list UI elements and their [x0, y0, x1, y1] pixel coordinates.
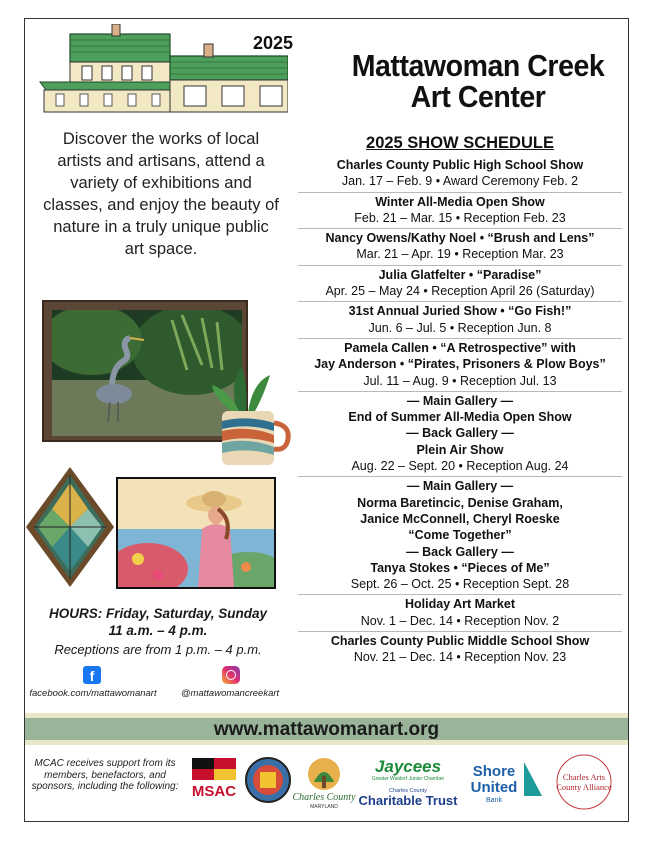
hours-days: HOURS: Friday, Saturday, Sunday	[48, 606, 268, 621]
united-logo-text: United	[470, 779, 518, 796]
schedule-item	[298, 477, 622, 595]
schedule-heading: 2025 SHOW SCHEDULE	[366, 134, 554, 152]
support-text: MCAC receives support from its members, benefactors, and sponsors, including the following:	[31, 758, 179, 792]
woman-painting-image	[116, 477, 276, 589]
schedule-item-title: — Back Gallery —	[406, 426, 514, 441]
header-year: 2025	[253, 33, 294, 53]
msac-logo-text: MSAC	[191, 783, 237, 800]
website-bar	[25, 713, 628, 745]
schedule-item	[298, 339, 622, 392]
schedule-item	[298, 632, 622, 668]
mug-with-plant-image	[208, 365, 292, 469]
stained-glass-image	[24, 465, 116, 589]
arts-alliance-logo-text-1: Charles Arts	[562, 772, 606, 782]
schedule-item-title: Norma Baretincic, Denise Graham,	[357, 495, 563, 510]
schedule-item-title: Charles County Public Middle School Show	[330, 634, 590, 649]
intro-text: Discover the works of local artists and artisans, attend a variety of exhibitions and classes, and enjoy the beauty of nature in a truly unique public art space.	[43, 130, 279, 258]
charitable-trust-logo-text: Charitable Trust	[358, 793, 458, 808]
arts-alliance-logo-text-2: County Alliance	[556, 782, 612, 792]
facebook-link[interactable]: facebook.com/mattawomanart	[29, 688, 157, 699]
schedule-item-title: — Back Gallery —	[406, 544, 514, 559]
reception-hours: Receptions are from 1 p.m. – 4 p.m.	[54, 642, 262, 657]
bank-logo-text: Bank	[486, 797, 502, 804]
schedule-item-dates: Mar. 21 – Apr. 19 • Reception Mar. 23	[356, 247, 564, 262]
sponsor-logos	[188, 752, 626, 814]
schedule-item-title: — Main Gallery —	[406, 393, 514, 408]
schedule-item-title: Charles County Public High School Show	[336, 158, 584, 172]
facebook-icon[interactable]: f	[83, 666, 101, 684]
schedule-item-title: Pamela Callen • “A Retrospective” with	[344, 340, 576, 355]
website-link[interactable]: www.mattawomanart.org	[213, 719, 440, 740]
schedule-item-dates: Apr. 25 – May 24 • Reception April 26 (Saturday)	[325, 284, 595, 299]
title-line-2: Art Center	[410, 79, 546, 114]
schedule-item	[298, 229, 622, 266]
schedule-item-title: 31st Annual Juried Show • “Go Fish!”	[348, 304, 572, 319]
schedule-item-title: “Come Together”	[408, 528, 512, 543]
charles-county-arts-alliance-logo	[556, 755, 612, 809]
instagram-link[interactable]: @mattawomancreekart	[180, 688, 280, 699]
schedule-item-dates: Aug. 22 – Sept. 20 • Reception Aug. 24	[351, 459, 569, 474]
maryland-seal-logo	[246, 758, 290, 802]
jaycees-logo-subtext: Greater Waldorf Junior Chamber	[371, 776, 445, 782]
charles-county-logo-subtext: MARYLAND	[310, 804, 338, 810]
art-center-building-illustration	[38, 24, 288, 114]
schedule-item-title: Jay Anderson • “Pirates, Prisoners & Plow Boys”	[314, 357, 606, 372]
schedule-item-dates: Feb. 21 – Mar. 15 • Reception Feb. 23	[354, 210, 566, 225]
schedule-item	[298, 302, 622, 339]
jaycees-logo-text: Jaycees	[374, 757, 442, 776]
page-title	[331, 50, 625, 112]
schedule-item-title: Holiday Art Market	[405, 597, 515, 612]
shore-logo-text: Shore	[472, 763, 516, 780]
msac-logo	[192, 758, 236, 800]
schedule-item-title: End of Summer All-Media Open Show	[348, 410, 572, 425]
schedule-item	[298, 392, 622, 477]
schedule-item-dates: Jan. 17 – Feb. 9 • Award Ceremony Feb. 2	[341, 174, 579, 189]
schedule-item-title: Janice McConnell, Cheryl Roeske	[360, 511, 560, 526]
instagram-icon[interactable]	[222, 666, 240, 684]
charles-county-logo	[292, 758, 356, 810]
schedule-item	[298, 595, 622, 632]
schedule-item-dates: Nov. 1 – Dec. 14 • Reception Nov. 2	[360, 613, 560, 628]
shore-united-bank-logo	[471, 762, 542, 804]
schedule-item-title: — Main Gallery —	[406, 479, 514, 494]
schedule-item	[298, 193, 622, 230]
schedule-item	[298, 266, 622, 303]
schedule-item-title: Winter All-Media Open Show	[375, 194, 545, 209]
charitable-trust-subtext: Charles County	[389, 788, 427, 794]
schedule-item-dates: Jul. 11 – Aug. 9 • Reception Jul. 13	[363, 373, 557, 388]
schedule-item-dates: Nov. 21 – Dec. 14 • Reception Nov. 23	[353, 650, 567, 665]
show-schedule-list	[298, 156, 622, 668]
schedule-item-dates: Sept. 26 – Oct. 25 • Reception Sept. 28	[350, 577, 570, 592]
title-line-1: Mattawoman Creek	[351, 48, 605, 83]
charles-county-logo-text: Charles County	[292, 792, 356, 803]
woman-painting-art	[118, 479, 274, 587]
schedule-item-title: Tanya Stokes • “Pieces of Me”	[370, 560, 550, 575]
schedule-item-dates: Jun. 6 – Jul. 5 • Reception Jun. 8	[368, 320, 552, 335]
jaycees-charitable-trust-logo	[359, 757, 459, 808]
schedule-item-title: Plein Air Show	[416, 442, 504, 457]
schedule-item-title: Julia Glatfelter • “Paradise”	[378, 267, 542, 282]
hours-time: 11 a.m. – 4 p.m.	[108, 623, 208, 638]
schedule-item	[298, 156, 622, 193]
schedule-item-title: Nancy Owens/Kathy Noel • “Brush and Lens”	[325, 231, 595, 246]
